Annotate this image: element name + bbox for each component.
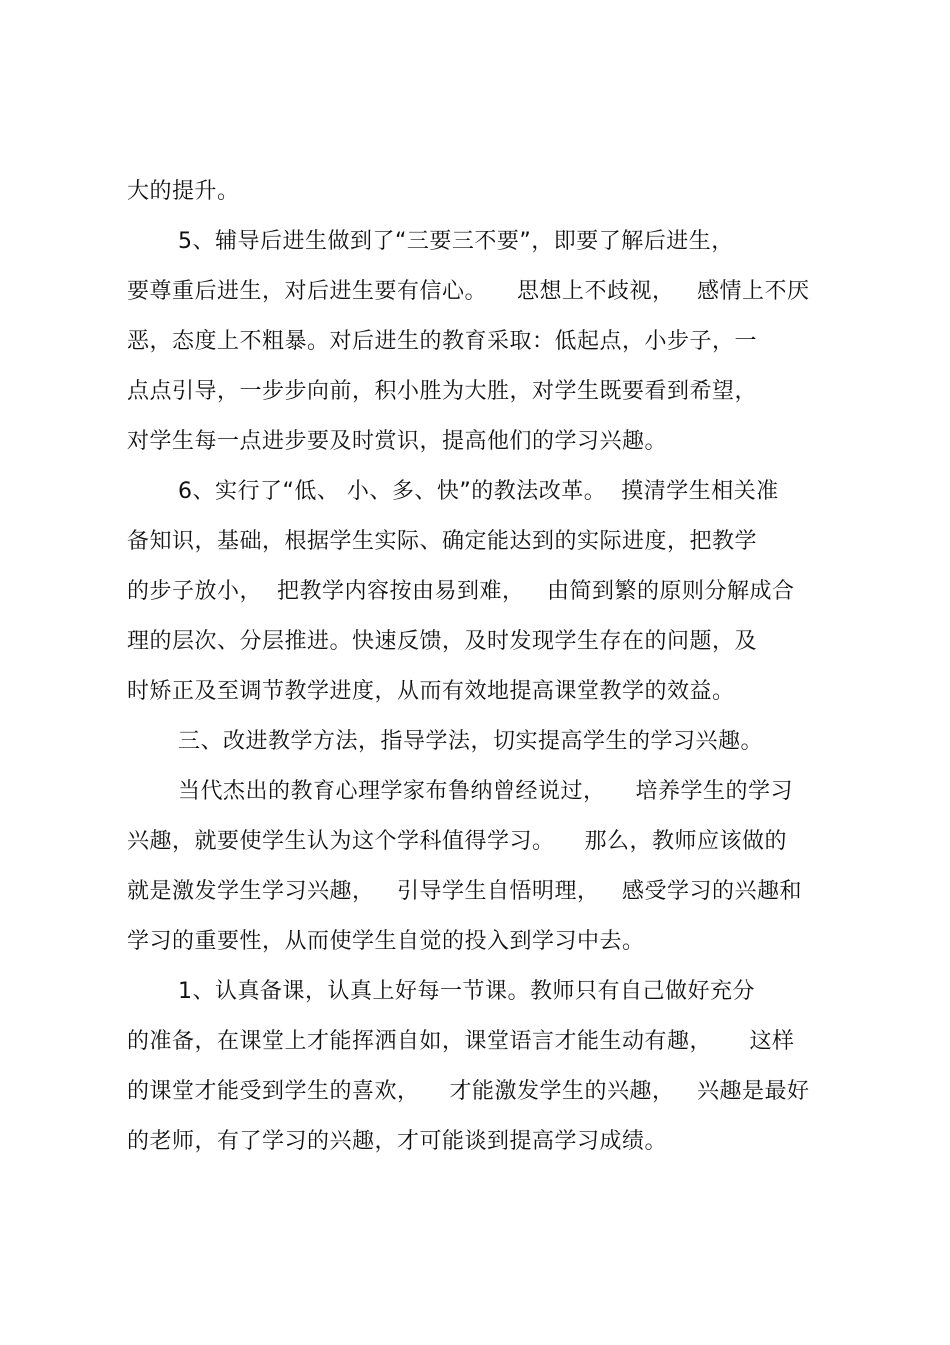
text-line: 对学生每一点进步要及时赏识，提高他们的学习兴趣。 (127, 429, 668, 454)
text-line: 理的层次、分层推进。快速反馈，及时发现学生存在的问题，及 (127, 629, 758, 654)
text-line: 备知识，基础，根据学生实际、确定能达到的实际进度，把教学 (127, 529, 758, 554)
text-line: 就是激发学生学习兴趣， 引导学生自悟明理， 感受学习的兴趣和 (127, 879, 802, 904)
text-line: 点点引导，一步步向前，积小胜为大胜，对学生既要看到希望， (127, 379, 758, 404)
text-line: 学习的重要性，从而使学生自觉的投入到学习中去。 (127, 929, 645, 954)
text-line: 兴趣，就要使学生认为这个学科值得学习。 那么，教师应该做的 (127, 829, 787, 854)
text-line: 1、认真备课，认真上好每一节课。教师只有自己做好充分 (178, 979, 755, 1004)
text-line: 的准备，在课堂上才能挥洒自如，课堂语言才能生动有趣， 这样 (127, 1029, 795, 1054)
text-line: 的老师，有了学习的兴趣，才可能谈到提高学习成绩。 (127, 1129, 668, 1154)
text-line: 的步子放小， 把教学内容按由易到难， 由简到繁的原则分解成合 (127, 579, 795, 604)
text-line: 时矫正及至调节教学进度，从而有效地提高课堂教学的效益。 (127, 679, 735, 704)
text-line: 要尊重后进生，对后进生要有信心。 思想上不歧视， 感情上不厌 (127, 279, 810, 304)
text-line: 的课堂才能受到学生的喜欢， 才能激发学生的兴趣， 兴趣是最好 (127, 1079, 810, 1104)
text-line: 当代杰出的教育心理学家布鲁纳曾经说过， 培养学生的学习 (178, 779, 793, 804)
section-heading: 三、改进教学方法，指导学法，切实提高学生的学习兴趣。 (178, 729, 764, 754)
text-line: 恶，态度上不粗暴。对后进生的教育采取：低起点，小步子，一 (127, 329, 758, 354)
text-line: 5、辅导后进生做到了“三要三不要”，即要了解后进生， (178, 229, 734, 254)
text-line: 6、实行了“低、 小、多、快”的教法改革。 摸清学生相关准 (178, 479, 779, 504)
text-line: 大的提升。 (127, 179, 240, 204)
